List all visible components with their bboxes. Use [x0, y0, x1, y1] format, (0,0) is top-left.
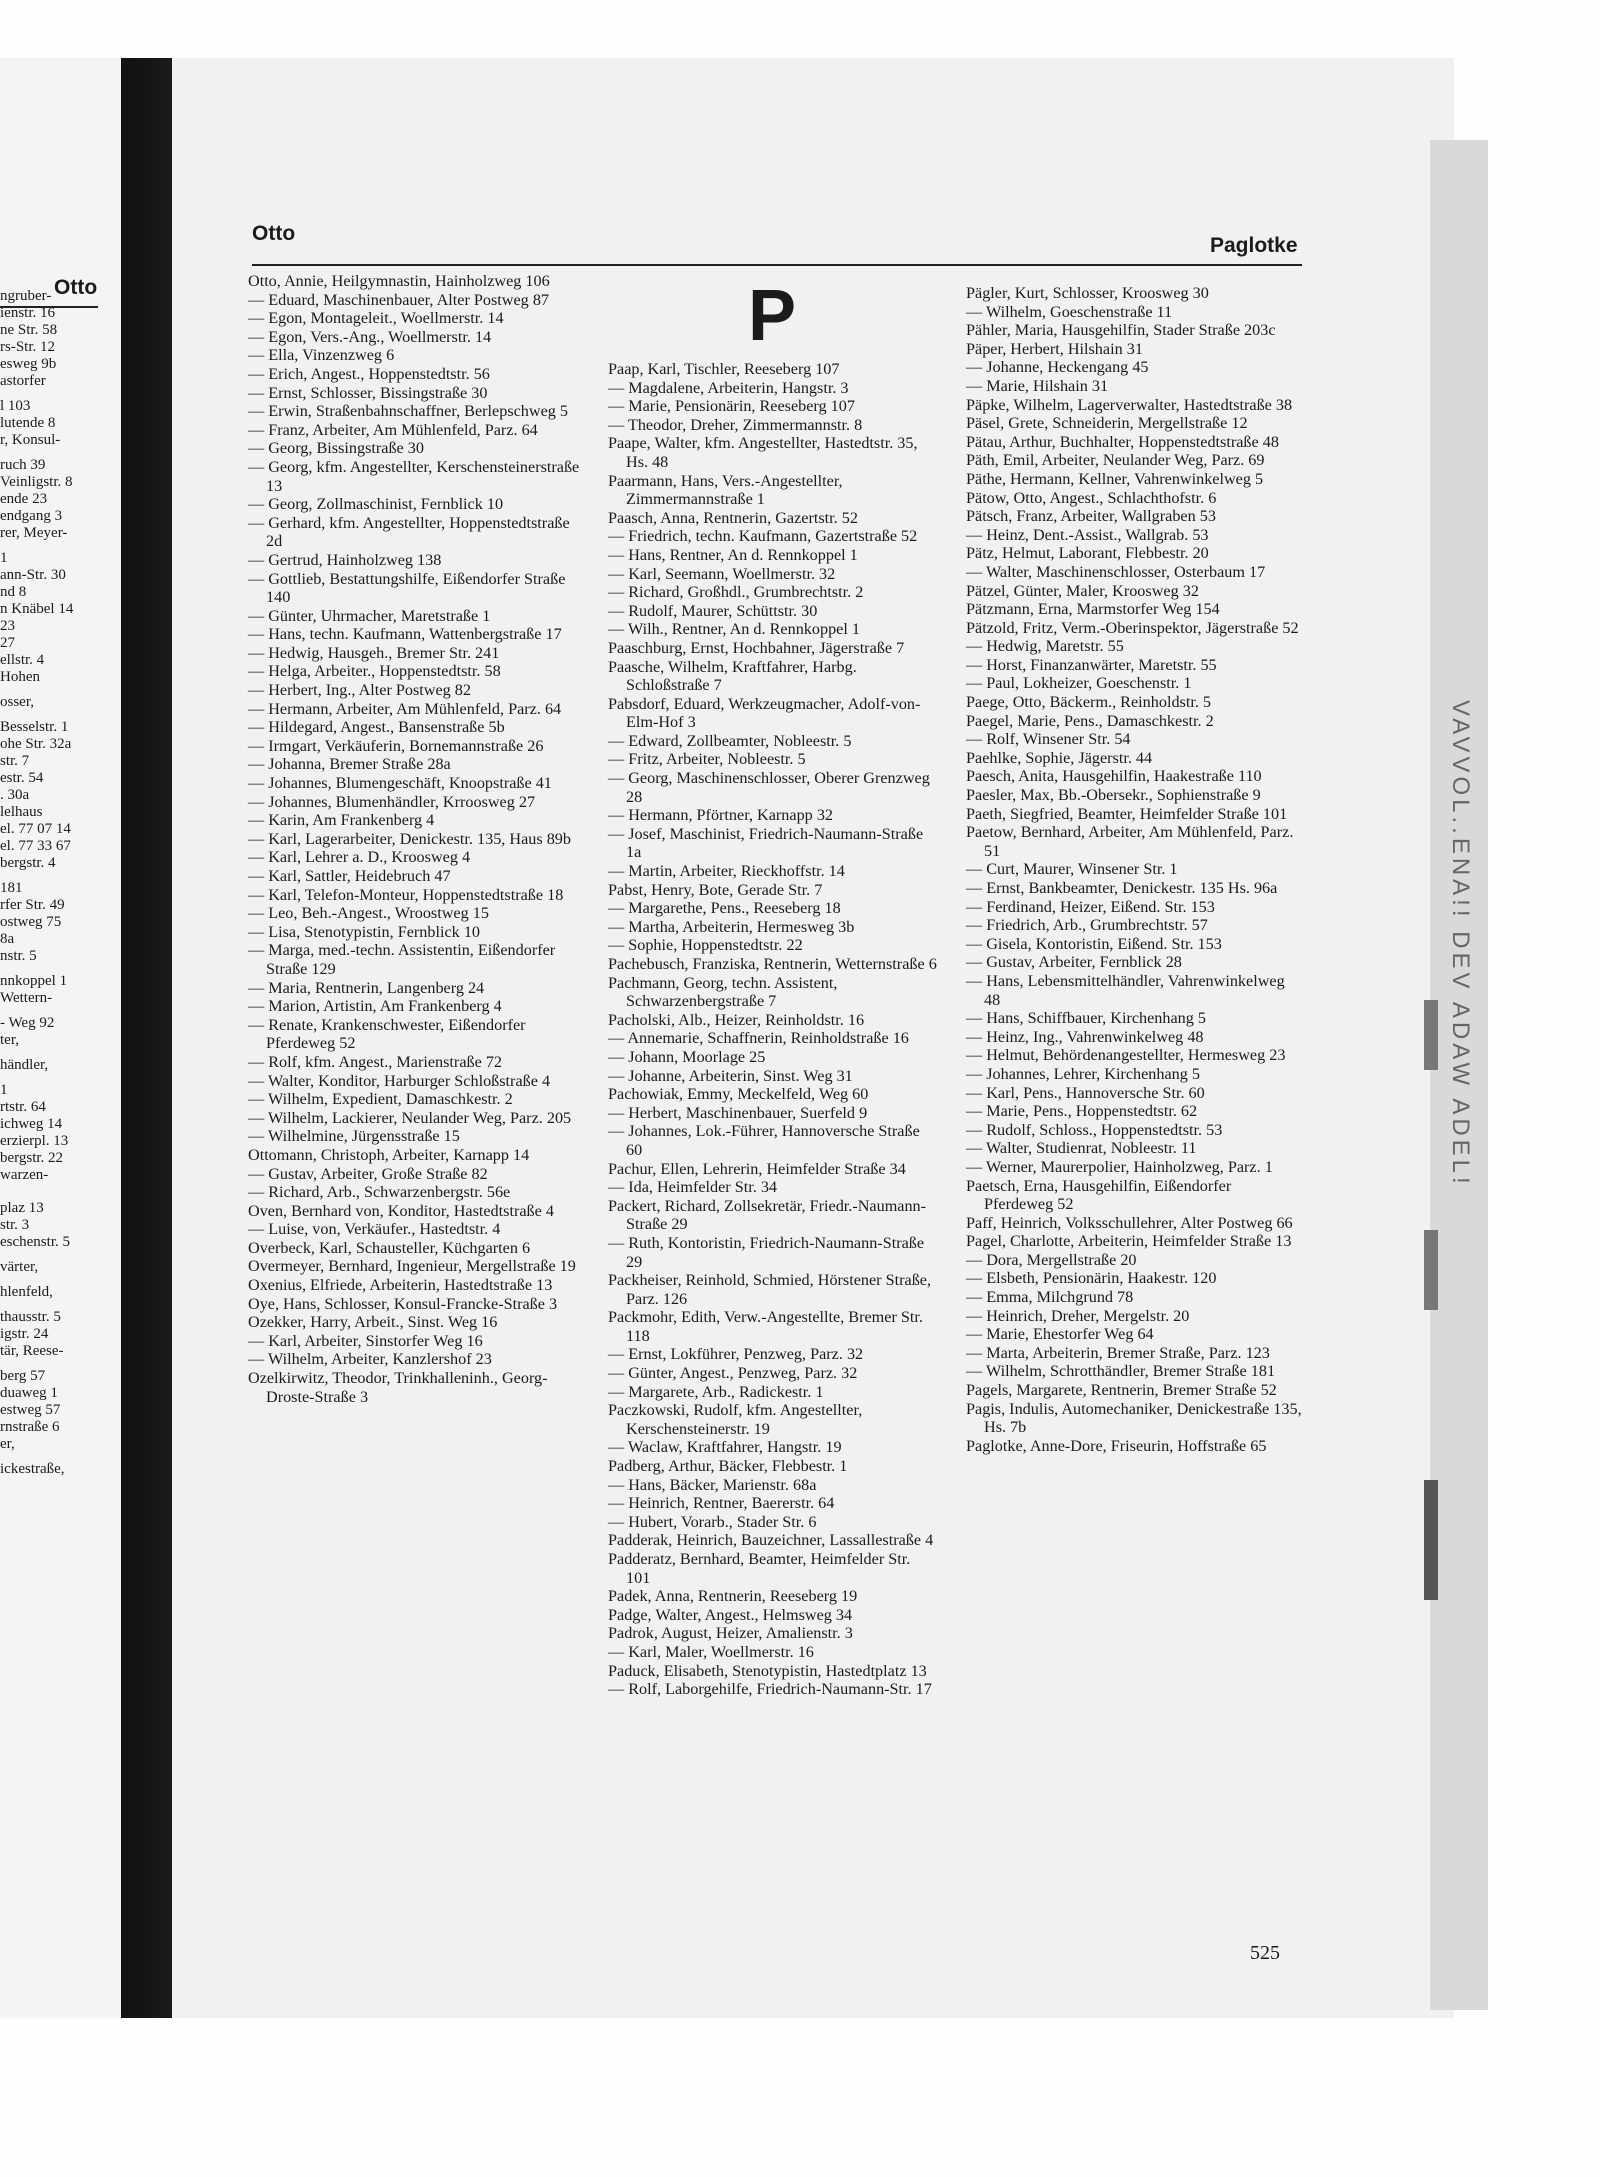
- left-fragment: rnstraße 6: [0, 1419, 60, 1435]
- left-fragment: plaz 13: [0, 1200, 44, 1216]
- directory-entry: Paarmann, Hans, Vers.-Angestellter, Zimmermannstraße 1: [608, 471, 843, 509]
- directory-entry: Paetow, Bernhard, Arbeiter, Am Mühlenfeld, Parz. 51: [966, 823, 1294, 860]
- directory-entry: — Karl, Lagerarbeiter, Denickestr. 135, Haus 89b: [248, 829, 571, 848]
- directory-entry: — Marie, Pens., Hoppenstedtstr. 62: [966, 1102, 1198, 1121]
- directory-entry: — Rudolf, Schloss., Hoppenstedtstr. 53: [966, 1120, 1223, 1139]
- left-fragment: er,: [0, 1436, 15, 1452]
- left-fragment: 181: [0, 880, 23, 896]
- directory-entry: — Rudolf, Maurer, Schüttstr. 30: [608, 601, 818, 620]
- left-fragment: Besselstr. 1: [0, 719, 69, 735]
- directory-entry: — Martha, Arbeiterin, Hermesweg 3b: [608, 917, 855, 936]
- left-fragment: nd 8: [0, 584, 27, 600]
- directory-entry: Paege, Otto, Bäckerm., Reinholdstr. 5: [966, 693, 1212, 712]
- left-fragment: värter,: [0, 1259, 39, 1275]
- directory-entry: — Franz, Arbeiter, Am Mühlenfeld, Parz. 64: [248, 420, 538, 439]
- directory-entry: — Hermann, Pförtner, Karnapp 32: [608, 806, 834, 825]
- directory-entry: — Johanne, Arbeiterin, Sinst. Weg 31: [608, 1066, 853, 1085]
- left-fragment: ichweg 14: [0, 1116, 63, 1132]
- directory-entry: — Wilhelm, Lackierer, Neulander Weg, Parz. 205: [248, 1108, 572, 1127]
- directory-entry: Pätzold, Fritz, Verm.-Oberinspektor, Jägerstraße 52: [966, 618, 1299, 637]
- directory-entry: Päth, Emil, Arbeiter, Neulander Weg, Parz. 69: [966, 451, 1265, 470]
- directory-entry: — Marga, med.-techn. Assistentin, Eißendorfer Straße 129: [248, 941, 556, 978]
- directory-entry: — Hildegard, Angest., Bansenstraße 5b: [248, 718, 505, 737]
- directory-entry: Pachowiak, Emmy, Meckelfeld, Weg 60: [608, 1085, 869, 1104]
- left-fragment: rfer Str. 49: [0, 897, 65, 913]
- directory-entry: Pägler, Kurt, Schlosser, Kroosweg 30: [966, 284, 1209, 302]
- left-fragment: estr. 54: [0, 770, 44, 786]
- left-fragment: Wettern-: [0, 990, 53, 1006]
- directory-entry: — Hans, Schiffbauer, Kirchenhang 5: [966, 1009, 1206, 1028]
- left-fragment: Hohen: [0, 669, 40, 685]
- directory-entry: Overmeyer, Bernhard, Ingenieur, Mergellstraße 19: [248, 1257, 576, 1276]
- left-fragment: [0, 1007, 126, 1015]
- directory-entry: — Dora, Mergellstraße 20: [966, 1250, 1137, 1269]
- directory-entry: — Hans, techn. Kaufmann, Wattenbergstraße 17: [248, 625, 562, 644]
- directory-entry: — Rolf, kfm. Angest., Marienstraße 72: [248, 1052, 503, 1071]
- directory-entry: Pabst, Henry, Bote, Gerade Str. 7: [608, 880, 823, 899]
- left-fragment: [0, 1184, 126, 1192]
- left-fragment: ohe Str. 32a: [0, 736, 72, 752]
- left-fragment: bergstr. 22: [0, 1150, 64, 1166]
- left-fragment: [0, 1049, 126, 1057]
- left-fragment: erzierpl. 13: [0, 1133, 69, 1149]
- directory-entry: Oxenius, Elfriede, Arbeiterin, Hastedtstraße 13: [248, 1276, 553, 1295]
- column-3: [966, 284, 1302, 1455]
- left-fragment: Veinligstr. 8: [0, 474, 73, 490]
- left-fragment: nnkoppel 1: [0, 973, 68, 989]
- directory-entry: Paglotke, Anne-Dore, Friseurin, Hoffstraße 65: [966, 1436, 1267, 1455]
- left-fragment: [0, 542, 126, 550]
- directory-entry: — Friedrich, Arb., Grumbrechtstr. 57: [966, 916, 1208, 935]
- left-fragment: 23: [0, 618, 15, 634]
- directory-entry: — Walter, Maschinenschlosser, Osterbaum 17: [966, 562, 1266, 581]
- directory-entry: Pätzmann, Erna, Marmstorfer Weg 154: [966, 600, 1220, 619]
- left-fragment: [0, 711, 126, 719]
- left-fragment: [0, 1360, 126, 1368]
- directory-entry: — Maria, Rentnerin, Langenberg 24: [248, 978, 485, 997]
- directory-entry: — Hans, Rentner, An d. Rennkoppel 1: [608, 545, 858, 564]
- left-fragment: nstr. 5: [0, 948, 37, 964]
- directory-entry: — Heinrich, Dreher, Mergelstr. 20: [966, 1306, 1190, 1325]
- directory-entry: Pabsdorf, Eduard, Werkzeugmacher, Adolf-von-Elm-Hof 3: [608, 694, 921, 732]
- section-letter: P: [748, 276, 797, 356]
- left-fragment: esweg 9b: [0, 356, 57, 372]
- left-fragment: el. 77 33 67: [0, 838, 71, 854]
- directory-entry: — Karl, Seemann, Woellmerstr. 32: [608, 564, 836, 583]
- left-fragment: - Weg 92: [0, 1015, 55, 1031]
- directory-entry: — Gustav, Arbeiter, Große Straße 82: [248, 1164, 488, 1183]
- directory-entry: Pätsch, Franz, Arbeiter, Wallgraben 53: [966, 507, 1216, 526]
- directory-entry: Pähler, Maria, Hausgehilfin, Stader Straße 203c: [966, 321, 1276, 340]
- directory-entry: Pätow, Otto, Angest., Schlachthofstr. 6: [966, 488, 1217, 507]
- directory-entry: Pacholski, Alb., Heizer, Reinholdstr. 16: [608, 1010, 865, 1029]
- left-fragment: [0, 1074, 126, 1082]
- directory-entry: Padderak, Heinrich, Bauzeichner, Lassallestraße 4: [608, 1531, 934, 1550]
- directory-entry: — Ruth, Kontoristin, Friedrich-Naumann-Straße 29: [608, 1233, 925, 1271]
- page-number: 525: [1250, 1942, 1280, 1964]
- directory-entry: — Margarete, Arb., Radickestr. 1: [608, 1382, 824, 1401]
- left-fragment: 8a: [0, 931, 15, 947]
- left-fragment: str. 7: [0, 753, 30, 769]
- directory-entry: — Heinrich, Rentner, Baererstr. 64: [608, 1494, 835, 1513]
- directory-entry: — Heinz, Ing., Vahrenwinkelweg 48: [966, 1027, 1204, 1046]
- directory-entry: — Theodor, Dreher, Zimmermannstr. 8: [608, 415, 863, 434]
- directory-entry: — Walter, Studienrat, Nobleestr. 11: [966, 1139, 1197, 1158]
- left-fragment: [0, 965, 126, 973]
- left-fragment: ter,: [0, 1032, 19, 1048]
- left-fragment: lutende 8: [0, 415, 56, 431]
- left-fragment: rs-Str. 12: [0, 339, 56, 355]
- directory-entry: Pagels, Margarete, Rentnerin, Bremer Straße 52: [966, 1381, 1277, 1400]
- directory-entry: Paesler, Max, Bb.-Obersekr., Sophienstraße 9: [966, 786, 1261, 805]
- directory-entry: — Marie, Ehestorfer Weg 64: [966, 1325, 1154, 1344]
- directory-entry: — Eduard, Maschinenbauer, Alter Postweg 87: [248, 290, 550, 309]
- directory-entry: — Curt, Maurer, Winsener Str. 1: [966, 860, 1178, 879]
- left-fragment: [0, 872, 126, 880]
- directory-entry: Ottomann, Christoph, Arbeiter, Karnapp 14: [248, 1145, 530, 1164]
- left-fragment: tär, Reese-: [0, 1343, 64, 1359]
- directory-entry: — Marie, Hilshain 31: [966, 376, 1109, 395]
- directory-entry: — Johann, Moorlage 25: [608, 1047, 766, 1066]
- left-fragment: händler,: [0, 1057, 49, 1073]
- directory-entry: — Hubert, Vorarb., Stader Str. 6: [608, 1512, 817, 1531]
- directory-entry: — Georg, Zollmaschinist, Fernblick 10: [248, 495, 504, 514]
- directory-entry: — Günter, Angest., Penzweg, Parz. 32: [608, 1364, 858, 1383]
- directory-entry: Paaschburg, Ernst, Hochbahner, Jägerstraße 7: [608, 638, 905, 657]
- directory-entry: Paegel, Marie, Pens., Damaschkestr. 2: [966, 711, 1214, 730]
- column-1: [248, 272, 582, 1406]
- directory-entry: — Walter, Konditor, Harburger Schloßstraße 4: [248, 1071, 551, 1090]
- directory-entry: — Hermann, Arbeiter, Am Mühlenfeld, Parz. 64: [248, 699, 562, 718]
- directory-entry: — Renate, Krankenschwester, Eißendorfer Pferdeweg 52: [248, 1015, 526, 1053]
- directory-entry: Paesch, Anita, Hausgehilfin, Haakestraße 110: [966, 767, 1262, 786]
- left-fragment: 27: [0, 635, 15, 651]
- directory-entry: — Wilhelm, Expedient, Damaschkestr. 2: [248, 1090, 513, 1109]
- directory-entry: Pachmann, Georg, techn. Assistent, Schwarzenbergstraße 7: [608, 973, 838, 1011]
- directory-entry: Padderatz, Bernhard, Beamter, Heimfelder Str. 101: [608, 1550, 911, 1587]
- left-fragment: astorfer: [0, 373, 46, 389]
- directory-entry: Paff, Heinrich, Volksschullehrer, Alter Postweg 66: [966, 1213, 1293, 1232]
- directory-entry: Padrok, August, Heizer, Amalienstr. 3: [608, 1624, 853, 1643]
- directory-entry: — Luise, von, Verkäufer., Hastedtstr. 4: [248, 1220, 501, 1239]
- left-fragment: rer, Meyer-: [0, 525, 68, 541]
- directory-entry: — Karl, Arbeiter, Sinstorfer Weg 16: [248, 1331, 483, 1350]
- left-fragment: [0, 1301, 126, 1309]
- left-fragment: el. 77 07 14: [0, 821, 71, 837]
- left-fragment: [0, 1453, 126, 1461]
- left-fragment: eschenstr. 5: [0, 1234, 70, 1250]
- directory-entry: — Sophie, Hoppenstedtstr. 22: [608, 936, 803, 955]
- directory-entry: — Marion, Artistin, Am Frankenberg 4: [248, 997, 502, 1016]
- directory-entry: — Edward, Zollbeamter, Nobleestr. 5: [608, 731, 852, 750]
- directory-entry: Paeth, Siegfried, Beamter, Heimfelder Straße 101: [966, 804, 1288, 823]
- directory-entry: — Helmut, Behördenangestellter, Hermesweg 23: [966, 1046, 1286, 1065]
- left-fragment: duaweg 1: [0, 1385, 58, 1401]
- left-fragment: berg 57: [0, 1368, 46, 1384]
- directory-entry: — Richard, Arb., Schwarzenbergstr. 56e: [248, 1183, 511, 1202]
- left-fragment: [0, 449, 126, 457]
- directory-entry: — Wilhelm, Schrotthändler, Bremer Straße 181: [966, 1362, 1276, 1381]
- left-fragment: 1: [0, 1082, 8, 1098]
- page-edge-strip: [1430, 140, 1488, 2010]
- left-page-header: Otto: [54, 276, 98, 299]
- directory-entry: — Annemarie, Schaffnerin, Reinholdstraße 16: [608, 1029, 909, 1048]
- directory-entry: Pagis, Indulis, Automechaniker, Denickestraße 135, Hs. 7b: [966, 1399, 1302, 1437]
- left-fragment: [0, 1251, 126, 1259]
- directory-entry: — Paul, Lokheizer, Goeschenstr. 1: [966, 674, 1192, 693]
- directory-entry: — Johannes, Lehrer, Kirchenhang 5: [966, 1064, 1200, 1083]
- left-fragment: [0, 686, 126, 694]
- directory-entry: — Horst, Finanzanwärter, Maretstr. 55: [966, 655, 1217, 674]
- left-fragment: . 30a: [0, 787, 30, 803]
- directory-entry: — Ernst, Bankbeamter, Denickestr. 135 Hs. 96a: [966, 879, 1278, 897]
- directory-entry: — Johannes, Blumengeschäft, Knoopstraße 41: [248, 774, 552, 793]
- directory-entry: Paetsch, Erna, Hausgehilfin, Eißendorfer Pferdeweg 52: [966, 1176, 1232, 1214]
- left-fragment: ruch 39: [0, 457, 46, 473]
- edge-mark: [1424, 1000, 1438, 1070]
- directory-entry: — Leo, Beh.-Angest., Wroostweg 15: [248, 904, 489, 923]
- left-fragment: ostweg 75: [0, 914, 62, 930]
- left-fragment: warzen-: [0, 1167, 49, 1183]
- directory-entry: — Gottlieb, Bestattungshilfe, Eißendorfer Straße 140: [248, 569, 566, 607]
- left-fragment: l 103: [0, 398, 31, 414]
- directory-entry: — Marie, Pensionärin, Reeseberg 107: [608, 397, 855, 416]
- directory-entry: — Elsbeth, Pensionärin, Haakestr. 120: [966, 1269, 1217, 1288]
- directory-entry: Paasch, Anna, Rentnerin, Gazertstr. 52: [608, 508, 858, 527]
- directory-entry: — Ernst, Lokführer, Penzweg, Parz. 32: [608, 1345, 864, 1364]
- directory-entry: — Johannes, Lok.-Führer, Hannoversche Straße 60: [608, 1122, 920, 1159]
- directory-entry: — Rolf, Winsener Str. 54: [966, 730, 1131, 749]
- directory-entry: — Wilhelm, Goeschenstraße 11: [966, 302, 1173, 321]
- directory-entry: Paap, Karl, Tischler, Reeseberg 107: [608, 360, 840, 378]
- directory-entry: — Johanne, Heckengang 45: [966, 358, 1149, 377]
- directory-entry: — Karl, Maler, Woellmerstr. 16: [608, 1642, 814, 1661]
- directory-entry: Ozelkirwitz, Theodor, Trinkhalleninh., Georg-Droste-Straße 3: [248, 1369, 548, 1406]
- directory-entry: Päper, Herbert, Hilshain 31: [966, 339, 1143, 358]
- directory-entry: — Helga, Arbeiter., Hoppenstedtstr. 58: [248, 662, 501, 681]
- left-fragment: rtstr. 64: [0, 1099, 46, 1115]
- directory-entry: — Wilhelmine, Jürgensstraße 15: [248, 1127, 460, 1146]
- directory-entry: — Wilh., Rentner, An d. Rennkoppel 1: [608, 620, 860, 639]
- left-fragment: osser,: [0, 694, 34, 710]
- directory-entry: Padberg, Arthur, Bäcker, Flebbestr. 1: [608, 1457, 848, 1476]
- directory-entry: Paape, Walter, kfm. Angestellter, Hastedtstr. 35, Hs. 48: [608, 434, 918, 471]
- left-fragment: ienstr. 16: [0, 305, 55, 321]
- directory-entry: Paduck, Elisabeth, Stenotypistin, Hastedtplatz 13: [608, 1661, 927, 1680]
- directory-entry: — Martin, Arbeiter, Rieckhoffstr. 14: [608, 862, 845, 881]
- directory-entry: — Ida, Heimfelder Str. 34: [608, 1178, 778, 1197]
- directory-entry: — Georg, kfm. Angestellter, Kerschensteinerstraße 13: [248, 457, 580, 495]
- left-fragment: ann-Str. 30: [0, 567, 66, 583]
- directory-entry: — Johannes, Blumenhändler, Krroosweg 27: [248, 792, 536, 811]
- directory-entry: Pätzel, Günter, Maler, Kroosweg 32: [966, 581, 1199, 600]
- directory-entry: Padge, Walter, Angest., Helmsweg 34: [608, 1605, 853, 1624]
- directory-entry: — Magdalene, Arbeiterin, Hangstr. 3: [608, 378, 849, 397]
- left-fragment: [0, 1276, 126, 1284]
- directory-entry: — Karl, Lehrer a. D., Kroosweg 4: [248, 848, 471, 867]
- directory-entry: — Friedrich, techn. Kaufmann, Gazertstraße 52: [608, 527, 918, 546]
- directory-entry: — Josef, Maschinist, Friedrich-Naumann-Straße 1a: [608, 824, 924, 862]
- directory-entry: Pachebusch, Franziska, Rentnerin, Wetternstraße 6: [608, 955, 937, 973]
- left-fragment: [0, 390, 126, 398]
- left-fragment: 1: [0, 550, 8, 566]
- directory-entry: Pätau, Arthur, Buchhalter, Hoppenstedtstraße 48: [966, 432, 1279, 451]
- left-fragment: str. 3: [0, 1217, 30, 1233]
- directory-entry: — Erwin, Straßenbahnschaffner, Berlepschweg 5: [248, 402, 569, 421]
- left-fragment: thausstr. 5: [0, 1309, 61, 1325]
- directory-entry: — Wilhelm, Arbeiter, Kanzlershof 23: [248, 1350, 492, 1369]
- left-fragment: ellstr. 4: [0, 652, 45, 668]
- directory-entry: Pachur, Ellen, Lehrerin, Heimfelder Straße 34: [608, 1159, 906, 1178]
- left-fragment: ne Str. 58: [0, 322, 58, 338]
- column-2: [608, 360, 938, 1699]
- page-header-right: Paglotke: [1210, 234, 1298, 257]
- directory-entry: Packmohr, Edith, Verw.-Angestellte, Bremer Str. 118: [608, 1308, 923, 1345]
- directory-entry: — Marta, Arbeiterin, Bremer Straße, Parz. 123: [966, 1343, 1270, 1362]
- directory-entry: — Herbert, Maschinenbauer, Suerfeld 9: [608, 1103, 868, 1122]
- page-header-left: Otto: [252, 222, 296, 245]
- edge-mark: [1424, 1480, 1438, 1600]
- directory-entry: — Hans, Lebensmittelhändler, Vahrenwinkelweg 48: [966, 971, 1285, 1009]
- left-fragment: ende 23: [0, 491, 48, 507]
- directory-entry: — Fritz, Arbeiter, Nobleestr. 5: [608, 750, 806, 769]
- directory-entry: — Egon, Montageleit., Woellmerstr. 14: [248, 309, 504, 328]
- directory-entry: — Irmgart, Verkäuferin, Bornemannstraße 26: [248, 736, 544, 755]
- left-fragment: n Knäbel 14: [0, 601, 74, 617]
- directory-entry: — Hedwig, Hausgeh., Bremer Str. 241: [248, 643, 500, 662]
- directory-entry: Päthe, Hermann, Kellner, Vahrenwinkelweg 5: [966, 469, 1264, 488]
- left-fragment: ickestraße,: [0, 1461, 65, 1477]
- directory-entry: — Richard, Großhdl., Grumbrechtstr. 2: [608, 583, 864, 602]
- directory-entry: Oye, Hans, Schlosser, Konsul-Francke-Straße 3: [248, 1294, 558, 1313]
- directory-entry: — Gustav, Arbeiter, Fernblick 28: [966, 953, 1182, 972]
- left-fragment: estweg 57: [0, 1402, 61, 1418]
- directory-entry: Päsel, Grete, Schneiderin, Mergellstraße 12: [966, 414, 1248, 433]
- directory-entry: — Ferdinand, Heizer, Eißend. Str. 153: [966, 897, 1215, 916]
- left-fragment: r, Konsul-: [0, 432, 61, 448]
- directory-entry: — Karl, Pens., Hannoversche Str. 60: [966, 1083, 1205, 1102]
- left-page-fragments: [0, 288, 126, 1478]
- directory-entry: — Margarethe, Pens., Reeseberg 18: [608, 899, 841, 918]
- left-fragment: [0, 1192, 126, 1200]
- directory-entry: Packheiser, Reinhold, Schmied, Hörstener Straße, Parz. 126: [608, 1271, 932, 1308]
- directory-entry: — Karl, Sattler, Heidebruch 47: [248, 867, 451, 885]
- directory-entry: — Egon, Vers.-Ang., Woellmerstr. 14: [248, 327, 492, 346]
- directory-entry: — Ernst, Schlosser, Bissingstraße 30: [248, 383, 488, 402]
- directory-entry: — Georg, Bissingstraße 30: [248, 439, 424, 458]
- edge-text: VAVVOL..ENA!! DEV ADAW ADEL!: [1447, 700, 1474, 1188]
- directory-entry: — Ella, Vinzenzweg 6: [248, 346, 395, 365]
- directory-entry: Padek, Anna, Rentnerin, Reeseberg 19: [608, 1587, 858, 1606]
- directory-entry: — Georg, Maschinenschlosser, Oberer Grenzweg 28: [608, 769, 930, 806]
- left-fragment: ngruber-: [0, 288, 52, 304]
- directory-entry: Ozekker, Harry, Arbeit., Sinst. Weg 16: [248, 1313, 498, 1332]
- header-rule: [252, 264, 1302, 266]
- directory-entry: Otto, Annie, Heilgymnastin, Hainholzweg 106: [248, 272, 550, 290]
- directory-entry: — Rolf, Laborgehilfe, Friedrich-Naumann-Str. 17: [608, 1680, 932, 1699]
- directory-entry: — Emma, Milchgrund 78: [966, 1288, 1134, 1307]
- directory-entry: Paasche, Wilhelm, Kraftfahrer, Harbg. Schloßstraße 7: [608, 657, 857, 695]
- directory-entry: — Erich, Angest., Hoppenstedtstr. 56: [248, 364, 490, 383]
- left-page: [0, 58, 128, 2018]
- left-fragment: igstr. 24: [0, 1326, 49, 1342]
- directory-entry: Pagel, Charlotte, Arbeiterin, Heimfelder Straße 13: [966, 1232, 1292, 1251]
- directory-entry: Paczkowski, Rudolf, kfm. Angestellter, Kerschensteinerstr. 19: [608, 1401, 863, 1438]
- directory-entry: — Gertrud, Hainholzweg 138: [248, 550, 442, 569]
- directory-entry: Päpke, Wilhelm, Lagerverwalter, Hastedtstraße 38: [966, 395, 1293, 414]
- directory-entry: Paehlke, Sophie, Jägerstr. 44: [966, 748, 1153, 767]
- directory-entry: — Karin, Am Frankenberg 4: [248, 811, 435, 830]
- directory-entry: Oven, Bernhard von, Konditor, Hastedtstraße 4: [248, 1201, 554, 1220]
- directory-entry: — Werner, Maurerpolier, Hainholzweg, Parz. 1: [966, 1157, 1273, 1176]
- left-fragment: lelhaus: [0, 804, 43, 820]
- directory-entry: Overbeck, Karl, Schausteller, Küchgarten 6: [248, 1238, 531, 1257]
- directory-entry: — Gisela, Kontoristin, Eißend. Str. 153: [966, 934, 1222, 953]
- directory-entry: — Lisa, Stenotypistin, Fernblick 10: [248, 922, 481, 941]
- directory-entry: — Hedwig, Maretstr. 55: [966, 637, 1124, 656]
- directory-entry: — Heinz, Dent.-Assist., Wallgrab. 53: [966, 525, 1209, 544]
- left-fragment: endgang 3: [0, 508, 63, 524]
- left-fragment: hlenfeld,: [0, 1284, 53, 1300]
- directory-entry: Pätz, Helmut, Laborant, Flebbestr. 20: [966, 544, 1209, 563]
- edge-mark: [1424, 1230, 1438, 1310]
- directory-entry: — Johanna, Bremer Straße 28a: [248, 755, 451, 774]
- directory-entry: — Waclaw, Kraftfahrer, Hangstr. 19: [608, 1438, 842, 1457]
- directory-entry: — Hans, Bäcker, Marienstr. 68a: [608, 1475, 817, 1494]
- directory-entry: — Herbert, Ing., Alter Postweg 82: [248, 681, 471, 700]
- directory-entry: — Karl, Telefon-Monteur, Hoppenstedtstraße 18: [248, 885, 564, 904]
- directory-entry: — Günter, Uhrmacher, Maretstraße 1: [248, 606, 491, 625]
- left-fragment: bergstr. 4: [0, 855, 56, 871]
- directory-entry: — Gerhard, kfm. Angestellter, Hoppenstedtstraße 2d: [248, 513, 570, 551]
- directory-entry: Packert, Richard, Zollsekretär, Friedr.-Naumann-Straße 29: [608, 1196, 927, 1234]
